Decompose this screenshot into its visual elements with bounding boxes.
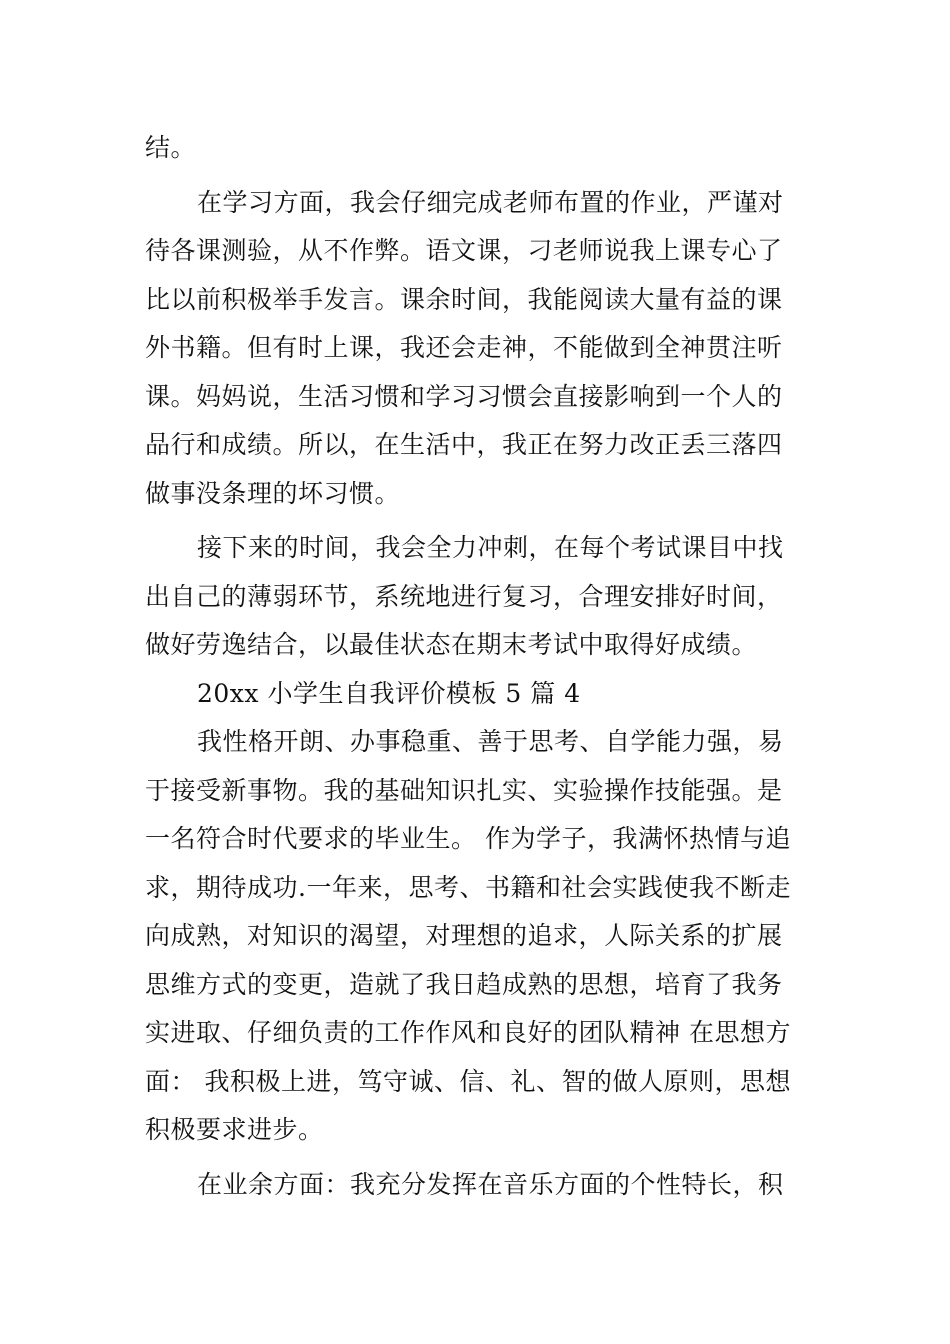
paragraph-first-line: 接下来的时间，我会全力冲刺，在每个考试课目中找: [197, 533, 784, 562]
text-line: 面： 我积极上进，笃守诚、信、礼、智的做人原则，思想: [145, 1066, 791, 1096]
text-line: 一名符合时代要求的毕业生。 作为学子，我满怀热情与追: [145, 824, 791, 853]
paragraph-first-line: 在学习方面，我会仔细完成老师布置的作业，严谨对: [197, 187, 784, 217]
text-line: 做事没条理的坏习惯。: [145, 478, 401, 508]
document-page: [145, 124, 810, 1209]
text-line: 实进取、仔细负责的工作作风和良好的团队精神 在思想方: [145, 1018, 791, 1047]
text-line: 做好劳逸结合，以最佳状态在期末考试中取得好成绩。: [145, 630, 758, 659]
text-line: 向成熟，对知识的渴望，对理想的追求，人际关系的扩展: [145, 921, 783, 950]
text-line: 于接受新事物。我的基础知识扎实、实验操作技能强。是: [145, 775, 783, 805]
text-line: 品行和成绩。所以，在生活中，我正在努力改正丢三落四: [145, 430, 783, 459]
text-line: 出自己的薄弱环节，系统地进行复习，合理安排好时间，: [145, 581, 783, 611]
text-line: 待各课测验，从不作弊。语文课，刁老师说我上课专心了: [145, 236, 783, 265]
text-line: 结。: [145, 133, 197, 162]
text-line: 外书籍。但有时上课，我还会走神，不能做到全神贯注听: [145, 333, 783, 362]
paragraph-first-line: 我性格开朗、办事稳重、善于思考、自学能力强，易: [197, 727, 784, 756]
text-line: 求，期待成功.一年来，思考、书籍和社会实践使我不断走: [145, 872, 791, 902]
text-line: 课。妈妈说，生活习惯和学习习惯会直接影响到一个人的: [145, 381, 783, 411]
section-heading: 20xx 小学生自我评价模板 5 篇 4: [197, 678, 581, 708]
text-line: 思维方式的变更，造就了我日趋成熟的思想，培育了我务: [145, 969, 783, 999]
text-line: 积极要求进步。: [145, 1115, 324, 1144]
paragraph-first-line: 在业余方面：我充分发挥在音乐方面的个性特长，积: [197, 1169, 784, 1199]
text-line: 比以前积极举手发言。课余时间，我能阅读大量有益的课: [145, 284, 783, 314]
